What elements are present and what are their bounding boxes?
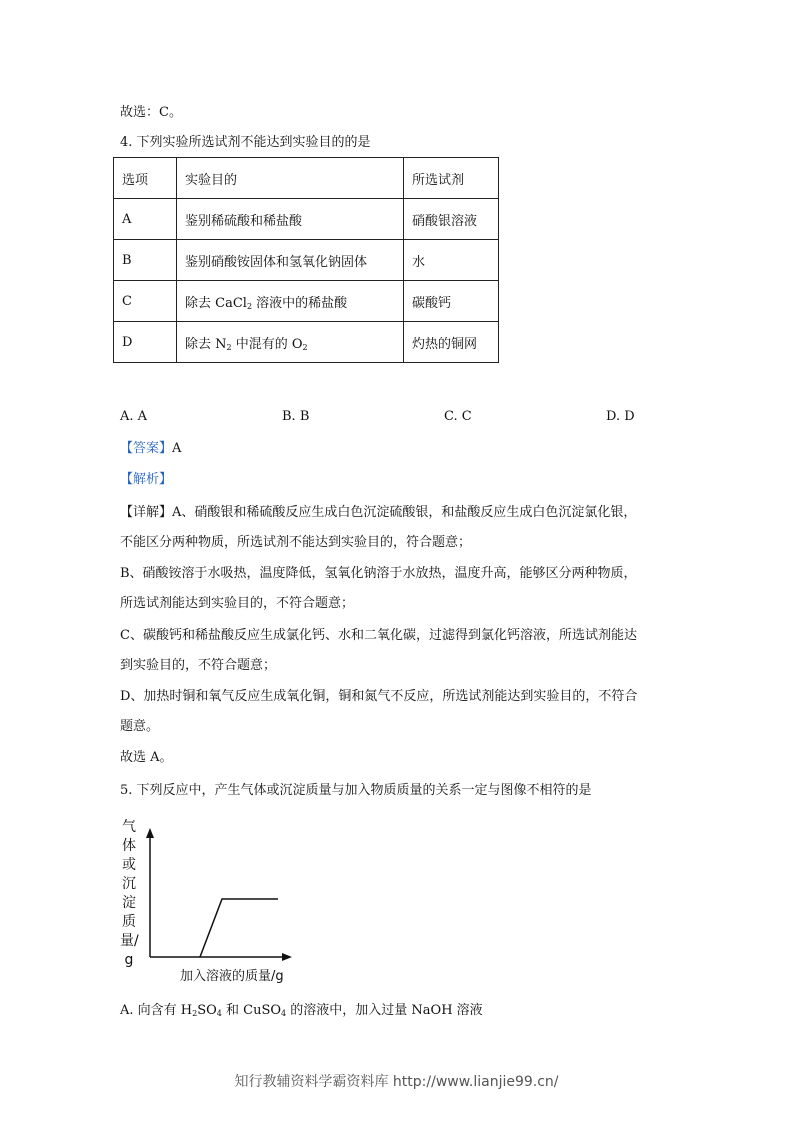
y-axis-arrow	[146, 828, 154, 838]
explanation-line: 【详解】A、硝酸银和稀硫酸反应生成白色沉淀硫酸银，和盐酸反应生成白色沉淀氯化银，	[120, 505, 637, 520]
row-purpose: 除去 CaCl$_2$ 溶液中的稀盐酸	[177, 281, 404, 322]
answer-tag: 【答案】	[120, 441, 173, 456]
options-table	[113, 157, 499, 363]
explanation-line: 到实验目的，不符合题意；	[120, 658, 277, 673]
explanation-line: 不能区分两种物质，所选试剂不能达到实验目的，符合题意；	[120, 535, 472, 550]
header-purpose: 实验目的	[177, 158, 404, 199]
table-header-row	[114, 158, 499, 199]
explanation-line: C、碳酸钙和稀盐酸反应生成氯化钙、水和二氧化碳，过滤得到氯化钙溶液，所选试剂能达	[120, 628, 637, 643]
row-option: A	[114, 199, 177, 240]
row-option: C	[114, 281, 177, 322]
x-axis-arrow	[282, 953, 292, 961]
header-option: 选项	[114, 158, 177, 199]
question-5-stem: 5. 下列反应中，产生气体或沉淀质量与加入物质质量的关系一定与图像不相符的是	[120, 783, 592, 798]
row-reagent: 水	[404, 240, 499, 281]
row-reagent: 碳酸钙	[404, 281, 499, 322]
table-row	[114, 322, 499, 363]
explanation-line: 所选试剂能达到实验目的，不符合题意；	[120, 596, 355, 611]
choice-c: C. C	[444, 409, 472, 424]
graph-line	[200, 899, 278, 957]
question-4-stem: 4. 下列实验所选试剂不能达到实验目的的是	[120, 135, 371, 150]
graph-x-label: 加入溶液的质量/g	[180, 969, 284, 984]
table-row	[114, 199, 499, 240]
row-option: B	[114, 240, 177, 281]
detail-tag: 【详解】	[120, 505, 173, 520]
reaction-graph	[140, 825, 300, 965]
table-row	[114, 281, 499, 322]
row-purpose: 鉴别稀硫酸和稀盐酸	[177, 199, 404, 240]
graph-y-label: 气体或沉淀质量/g	[120, 819, 139, 968]
answer-value: A	[172, 441, 182, 456]
prev-answer: 故选：C。	[120, 105, 182, 120]
explanation-line: D、加热时铜和氧气反应生成氧化铜，铜和氮气不反应，所选试剂能达到实验目的，不符合	[120, 689, 638, 704]
option-a-text: A. 向含有 $H_2SO_4$ 和 CuSO$_4$ 的溶液中，加入过量 NaOH 溶液	[120, 1003, 483, 1018]
row-reagent: 灼热的铜网	[404, 322, 499, 363]
analysis-tag: 【解析】	[120, 472, 173, 487]
row-option: D	[114, 322, 177, 363]
header-reagent: 所选试剂	[404, 158, 499, 199]
footer-watermark: 知行教辅资料学霸资料库 http://www.lianjie99.cn/	[234, 1074, 559, 1090]
row-purpose: 鉴别硝酸铵固体和氢氧化钠固体	[177, 240, 404, 281]
choice-d: D. D	[606, 409, 635, 424]
choice-a: A. A	[120, 409, 148, 424]
table-row	[114, 240, 499, 281]
choice-b: B. B	[282, 409, 310, 424]
row-reagent: 硝酸银溶液	[404, 199, 499, 240]
row-purpose: 除去 $N_2$ 中混有的 $O_2$	[177, 322, 404, 363]
answer-line	[120, 440, 181, 458]
explanation-line: B、硝酸铵溶于水吸热，温度降低，氢氧化钠溶于水放热，温度升高，能够区分两种物质，	[120, 566, 637, 581]
explanation-line: 题意。	[120, 719, 160, 734]
final-answer: 故选 A。	[120, 750, 173, 765]
